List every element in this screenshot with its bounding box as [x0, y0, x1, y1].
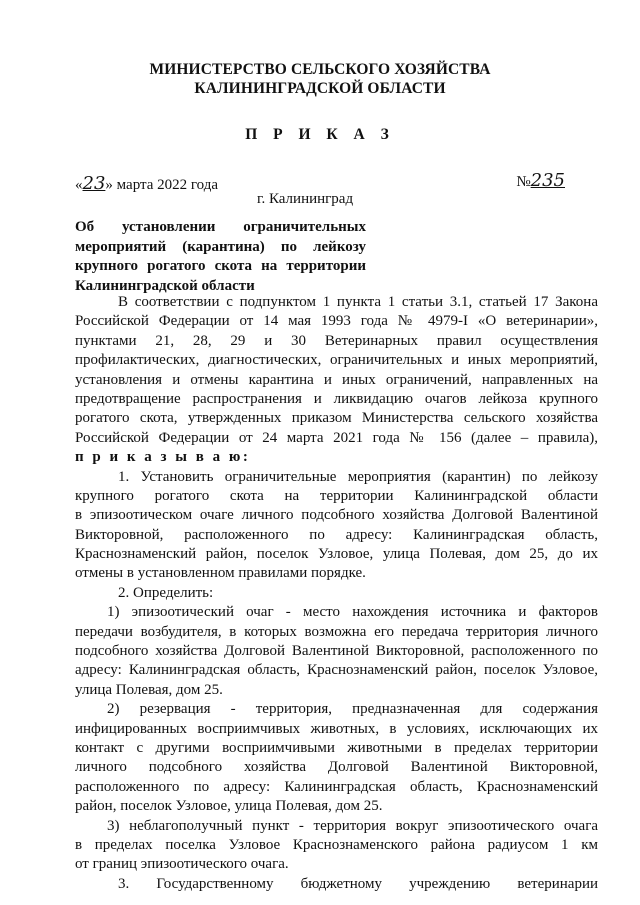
body-line: адресу: Калининградская область, Краснознаменский район, поселок Узловое, — [75, 662, 598, 679]
body-line: расположенного по адресу: Калининградская область, Краснознаменский — [75, 778, 598, 795]
body-line: личного подсобного хозяйства Долговой Валентиной Викторовной, — [75, 759, 598, 776]
body-line: В соответствии с подпунктом 1 пункта 1 статьи 3.1, статьей 17 Закона — [118, 294, 598, 310]
subject-line: Об установлении ограничительных — [75, 219, 366, 235]
body-line: в эпизоотическом очаге личного подсобного хозяйства Долговой Валентиной — [75, 507, 598, 524]
body-line: Российской Федерации от 14 мая 1993 года № 4979-I «О ветеринарии», — [75, 313, 598, 330]
body-line-subitem-1: 1) эпизоотический очаг - место нахождения источника и факторов — [107, 604, 598, 621]
ministry-header — [0, 60, 640, 98]
date-quote-close: » — [105, 177, 113, 193]
body-line: установления и отмены карантина и иных ограничений, направленных на — [75, 371, 598, 388]
body-line: от границ эпизоотического очага. — [75, 856, 289, 873]
order-subject — [75, 218, 366, 296]
date-day-handwritten: 23 — [82, 173, 106, 194]
order-number — [516, 170, 565, 191]
body-line: контакт с другими восприимчивыми животными в пределах территории — [75, 739, 598, 756]
body-line-item-1: 1. Установить ограничительные мероприятия (карантин) по лейкозу — [118, 468, 598, 485]
body-line: профилактических, диагностических, ограничительных и иных мероприятий, — [75, 352, 598, 369]
number-sign: № — [516, 174, 531, 190]
body-line: отмены в установленном правилами порядке. — [75, 565, 366, 582]
body-line: улица Полевая, дом 25. — [75, 681, 223, 698]
body-line: Российской Федерации от 24 марта 2021 года № 156 (далее – правила), — [75, 429, 598, 446]
body-line: предотвращение распространения и ликвидацию очагов лейкоза крупного — [75, 390, 598, 407]
number-handwritten: 235 — [530, 170, 565, 191]
body-line-item-3: 3. Государственному бюджетному учреждению ветеринарии — [118, 875, 598, 892]
body-line-item-2: 2. Определить: — [118, 584, 214, 601]
body-line: Викторовной, расположенного по адресу: Калининградская область, — [75, 526, 598, 543]
order-body — [75, 293, 598, 894]
ministry-name-line-1: МИНИСТЕРСТВО СЕЛЬСКОГО ХОЗЯЙСТВА — [149, 61, 491, 78]
body-line: инфицированных восприимчивых животных, в условиях, исключающих их — [75, 720, 598, 737]
body-line-subitem-3: 3) неблагополучный пункт - территория вокруг эпизоотического очага — [107, 817, 598, 834]
subject-line: Калининградской области — [75, 277, 255, 294]
ministry-name-line-2: КАЛИНИНГРАДСКОЙ ОБЛАСТИ — [194, 80, 446, 97]
document-type-title: П Р И К А З — [245, 126, 395, 143]
date-quote-open: « — [75, 177, 83, 193]
order-date — [75, 173, 218, 194]
body-line-order-word: п р и к а з ы в а ю: — [75, 449, 251, 466]
body-line: крупного рогатого скота на территории Калининградской области — [75, 487, 598, 504]
body-line-subitem-2: 2) резервация - территория, предназначенная для содержания — [107, 701, 598, 718]
subject-line: крупного рогатого скота на территории — [75, 258, 366, 274]
body-line: в пределах поселка Узловое Краснознаменского района радиусом 1 км — [75, 836, 598, 853]
body-line: пунктами 21, 28, 29 и 30 Ветеринарных правил осуществления — [75, 332, 598, 349]
date-month-year: марта 2022 года — [116, 177, 219, 193]
subject-line: мероприятий (карантина) по лейкозу — [75, 238, 366, 255]
city-name: г. Калининград — [257, 191, 354, 207]
body-line: район, поселок Узловое, улица Полевая, дом 25. — [75, 798, 383, 815]
body-line: Краснознаменский район, поселок Узловое, улица Полевая, дом 25, до их — [75, 546, 598, 563]
body-line: рогатого скота, утвержденных приказом Министерства сельского хозяйства — [75, 410, 598, 427]
body-line: подсобного хозяйства Долговой Валентиной Викторовной, расположенного по — [75, 643, 598, 660]
body-line: передачи возбудителя, в которых возможна его передача территория личного — [75, 623, 598, 640]
